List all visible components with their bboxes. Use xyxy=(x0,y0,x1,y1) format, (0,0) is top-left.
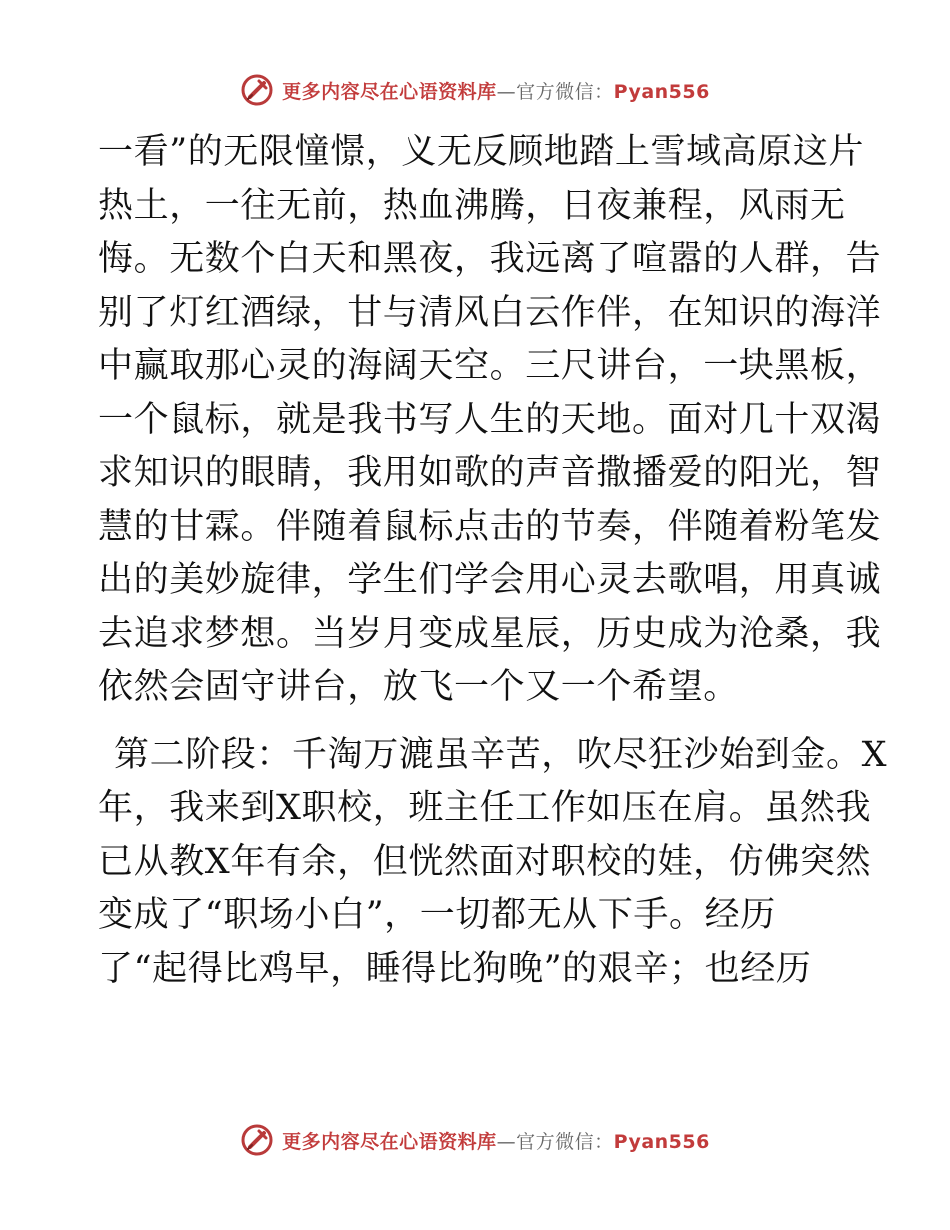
paragraph-1-line-8: 慧的甘霖。伴随着鼠标点击的节奏，伴随着粉笔发 xyxy=(98,506,882,547)
footer-text xyxy=(282,1127,710,1154)
paragraph-2 xyxy=(98,729,888,997)
paragraph-1-line-11: 依然会固守讲台，放飞一个又一个希望。 xyxy=(98,667,739,707)
footer-banner xyxy=(0,1120,950,1160)
paragraph-1-line-3: 悔。无数个白天和黑夜，我远离了喧嚣的人群，告 xyxy=(98,239,882,279)
paragraph-2-line-2: 年，我来到X职校，班主任工作如压在肩。虽然我 xyxy=(98,788,872,828)
paragraph-1 xyxy=(98,126,882,715)
paragraph-1-line-10: 去追求梦想。当岁月变成星辰，历史成为沧桑，我 xyxy=(98,613,882,654)
pen-logo-icon xyxy=(240,73,274,107)
paragraph-1-line-7: 求知识的眼睛，我用如歌的声音撒播爱的阳光，智 xyxy=(98,453,882,493)
header-banner xyxy=(0,70,950,110)
header-prefix: 更多内容尽在心语资料库 xyxy=(282,80,497,103)
paragraph-2-line-4: 变成了“职场小白”，一切都无从下手。经历 xyxy=(98,895,776,935)
paragraph-2-line-1: 第二阶段：千淘万漉虽辛苦，吹尽狂沙始到金。X xyxy=(114,734,888,775)
paragraph-1-line-2: 热土，一往无前，热血沸腾，日夜兼程，风雨无 xyxy=(98,185,846,226)
paragraph-2-line-5: 了“起得比鸡早，睡得比狗晚”的艰辛；也经历 xyxy=(98,948,812,989)
header-dash: — xyxy=(496,80,517,103)
paragraph-1-line-6: 一个鼠标，就是我书写人生的天地。面对几十双渴 xyxy=(98,399,882,440)
document-body xyxy=(98,126,888,996)
paragraph-2-line-3: 已从教X年有余，但恍然面对职校的娃，仿佛突然 xyxy=(98,841,872,882)
footer-middle: 官方微信： xyxy=(516,1130,614,1153)
header-id: Pyan556 xyxy=(613,80,710,103)
footer-id: Pyan556 xyxy=(613,1130,710,1153)
paragraph-gap xyxy=(98,715,858,729)
footer-prefix: 更多内容尽在心语资料库 xyxy=(282,1130,497,1153)
paragraph-1-line-5: 中赢取那心灵的海阔天空。三尺讲台，一块黑板， xyxy=(98,346,882,386)
paragraph-1-line-9: 出的美妙旋律，学生们学会用心灵去歌唱，用真诚 xyxy=(98,560,882,600)
paragraph-1-line-4: 别了灯红酒绿，甘与清风白云作伴，在知识的海洋 xyxy=(98,292,882,333)
paragraph-1-line-1: 一看”的无限憧憬，义无反顾地踏上雪域高原这片 xyxy=(98,132,865,172)
header-middle: 官方微信： xyxy=(516,80,614,103)
header-text xyxy=(282,77,710,104)
footer-dash: — xyxy=(496,1130,517,1153)
pen-logo-icon xyxy=(240,1123,274,1157)
